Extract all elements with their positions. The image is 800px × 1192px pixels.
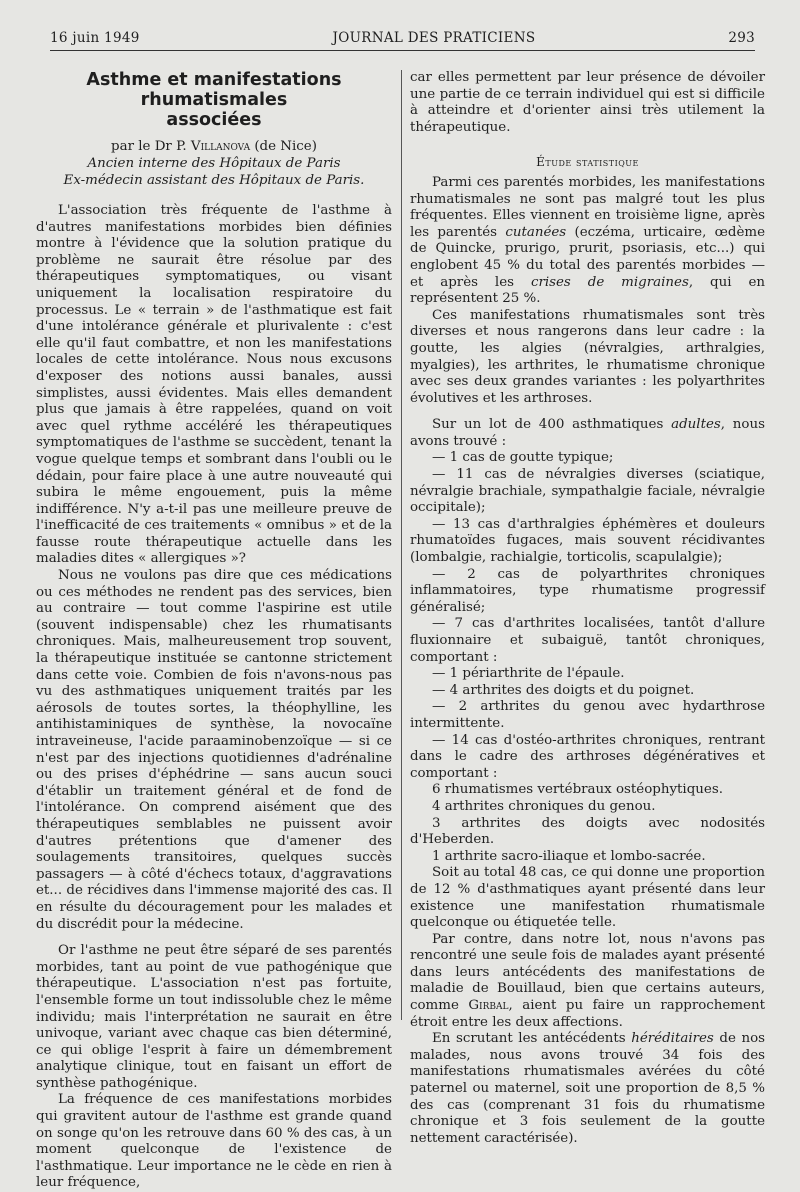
affiliation-1: Ancien interne des Hôpitaux de Paris (87, 156, 341, 171)
body-paragraph: L'association très fréquente de l'asthme à d'autres manifestations morbides bien définies montre à l'évidence que la solution pratique du problème ne saurait être résolue par des thérapeutiques symptomatiques, ou visant uniquement la localisation respiratoire du processus. Le « terrain » de l'asthmatique est fait d'une intolérance générale et plurivalente : c'est elle qu'il faut combattre, et non les manifestations locales de cette intolérance. Nous nous excusons d'exposer des notions aussi banales, aussi simplistes, aussi évidentes. Mais elles demandent plus que jamais à être rappelées, quand on voit avec quel rythme accéléré les thérapeutiques symptomatiques de l'asthme se succèdent, tenant la vogue quelque temps et sombrant dans l'oubli ou le dédain, pour faire place à une autre nouveauté qui subira le même engouement, puis la même indifférence. N'y a-t-il pas une meilleure preuve de l'inefficacité de ces traitements « omnibus » et de la fausse route thérapeutique actuelle dans les maladies dites « allergiques »? (36, 203, 392, 567)
body-paragraph: Or l'asthme ne peut être séparé de ses parentés morbides, tant au point de vue pathogénique que thérapeutique. L'association n'est pas fortuite, l'ensemble forme un tout indissoluble chez le même individu; mais l'interprétation ne saurait en être univoque, variant avec chaque cas bien déterminé, ce qui oblige l'esprit à faire un démembrement analytique clinique, tout en faisant un effort de synthèse pathogénique. (36, 943, 392, 1091)
right-column (410, 70, 765, 1147)
list-item: 3 arthrites des doigts avec nodosités d'Heberden. (410, 815, 765, 848)
list-item: — 14 cas d'ostéo-arthrites chroniques, rentrant dans le cadre des arthroses dégénératives et comportant : (410, 732, 765, 781)
list-item: — 1 cas de goutte typique; (432, 450, 614, 466)
body-paragraph: En scrutant les antécédents héréditaires de nos malades, nous avons trouvé 34 fois des manifestations rhumatismales avérées du côté paternel ou maternel, soit une proportion de 8,5 % des cas (comprenant 31 fois du rhumatisme chronique et 3 fois seulement de la goutte nettement caractérisée). (410, 1031, 765, 1146)
body-paragraph: Par contre, dans notre lot, nous n'avons pas rencontré une seule fois de malades ayant présenté dans leurs antécédents des manifestations de maladie de Bouillaud, bien que certains auteurs, comme Girbal, aient pu faire un rapprochement étroit entre les deux affections. (410, 931, 765, 1030)
article-title (36, 70, 392, 130)
list-item: — 7 cas d'arthrites localisées, tantôt d'allure fluxionnaire et subaiguë, tantôt chroniques, comportant : (410, 616, 765, 665)
byline (36, 138, 392, 155)
byline-prefix: par le Dr P. (111, 139, 191, 154)
body-paragraph: La fréquence de ces manifestations morbides qui gravitent autour de l'asthme est grande quand on songe qu'on les retrouve dans 60 % des cas, à un moment quelconque de l'existence de l'asthmatique. Leur importance ne le cède en rien à leur fréquence, (36, 1092, 392, 1191)
list-item: 6 rhumatismes vertébraux ostéophytiques. (432, 782, 723, 798)
left-column (36, 70, 392, 1192)
body-paragraph: Nous ne voulons pas dire que ces médications ou ces méthodes ne rendent pas des services, bien au contraire — tout comme l'aspirine est utile (souvent indispensable) chez les rhumatisants chroniques. Mais, malheureusement trop souvent, la thérapeutique instituée se cantonne strictement dans cette voie. Combien de fois n'avons-nous pas vu des asthmatiques uniquement traités par les aérosols de toutes sortes, la théophylline, les antihistaminiques de synthèse, la novocaïne intraveineuse, l'acide paraaminobenzoïque — si ce n'est par des injections quotidiennes d'adrénaline ou des prises d'éphédrine — sans aucun souci d'établir un traitement général et de fond de l'intolérance. On comprend aisément que des thérapeutiques semblables ne puissent avoir d'autres prétentions que d'amener des soulagements transitoires, quelques succès passagers — à côté d'échecs totaux, d'aggravations et... de récidives dans l'immense majorité des cas. Il en résulte du découragement pour les malades et du discrédit pour la médecine. (36, 568, 392, 932)
body-paragraph: Soit au total 48 cas, ce qui donne une proportion de 12 % d'asthmatiques ayant présenté dans leur existence une manifestation rhumatismale quelconque ou étiquetée telle. (410, 865, 765, 931)
column-divider (401, 70, 402, 1020)
list-item: — 11 cas de névralgies diverses (sciatique, névralgie brachiale, sympathalgie faciale, névralgie occipitale); (410, 467, 765, 516)
list-item: — 4 arthrites des doigts et du poignet. (432, 682, 695, 698)
list-item: — 13 cas d'arthralgies éphémères et douleurs rhumatoïdes fugaces, mais souvent récidivantes (lombalgie, rachialgie, torticolis, scapulalgie); (410, 516, 765, 566)
header-journal-title: JOURNAL DES PRATICIENS (332, 30, 536, 46)
list-item: — 1 périarthrite de l'épaule. (432, 666, 625, 682)
running-header (50, 26, 755, 51)
body-paragraph: Sur un lot de 400 asthmatiques adultes, nous avons trouvé : (410, 417, 765, 449)
section-heading: Étude statistique (536, 155, 639, 170)
list-item: — 2 cas de polyarthrites chroniques inflammatoires, type rhumatisme progressif généralisé; (410, 566, 765, 615)
list-item: 4 arthrites chroniques du genou. (432, 798, 656, 814)
list-item: 1 arthrite sacro-iliaque et lombo-sacrée. (432, 848, 706, 864)
author-name: Villanova (190, 139, 251, 154)
body-paragraph: car elles permettent par leur présence de dévoiler une partie de ce terrain individuel qui est si difficile à atteindre et d'orienter ainsi très utilement la thérapeutique. (410, 70, 765, 135)
case-list (410, 450, 765, 865)
title-line-1: Asthme et manifestations rhumatismales (86, 70, 342, 110)
body-paragraph: Ces manifestations rhumatismales sont très diverses et nous rangerons dans leur cadre : la goutte, les algies (névralgies, arthralgies, myalgies), les arthrites, le rhumatisme chronique avec ses deux grandes variantes : les polyarthrites évolutives et les arthroses. (410, 307, 765, 406)
header-date: 16 juin 1949 (50, 30, 140, 46)
title-line-2: associées (166, 110, 262, 130)
author-city: (de Nice) (250, 139, 317, 154)
body-paragraph: Parmi ces parentés morbides, les manifestations rhumatismales ne sont pas malgré tout les plus fréquentes. Elles viennent en troisième ligne, après les parentés cutanées (eczéma, urticaire, œdème de Quincke, prurigo, prurit, psoriasis, etc...) qui englobent 45 % du total des parentés morbides — et après les crises de migraines, qui en représentent 25 %. (410, 174, 766, 307)
affiliation-2: Ex-médecin assistant des Hôpitaux de Paris. (63, 173, 365, 188)
header-page-number: 293 (728, 30, 755, 46)
list-item: — 2 arthrites du genou avec hydarthrose intermittente. (410, 699, 765, 731)
